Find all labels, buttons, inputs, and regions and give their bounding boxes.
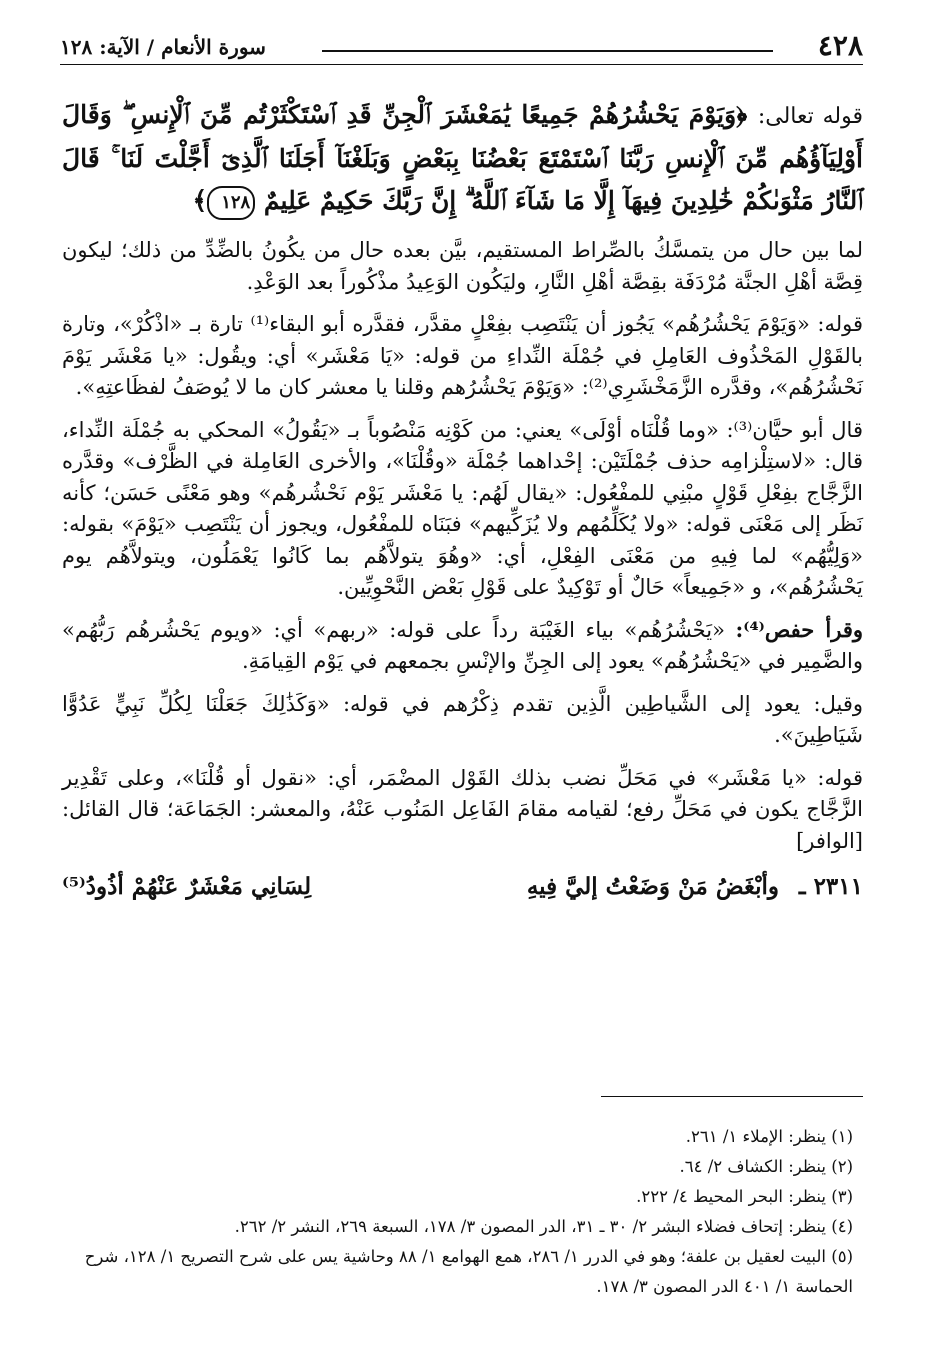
paragraph — [62, 688, 863, 752]
paragraph — [62, 234, 863, 298]
paragraph-lead: وقرأ حفص⁽⁴⁾: — [735, 616, 863, 642]
footnote: (١) ينظر: الإملاء ١/ ٢٦١. — [685, 1127, 853, 1146]
verse-text: ﴿وَيَوْمَ يَحْشُرُهُمْ جَمِيعًا يَٰمَعْشَرَ ٱلْجِنِّ قَدِ ٱسْتَكْثَرْتُم مِّنَ ٱلْإِنسِ ۖ وَقَالَ أَوْلِيَآؤُهُم مِّنَ ٱلْإِنسِ رَبَّنَا ٱسْتَمْتَعَ بَعْضُنَا بِبَعْضٍ وَبَلَغْنَآ أَجَلَنَا ٱلَّذِىٓ أَجَّلْتَ لَنَا ۚ قَالَ ٱلنَّارُ مَثْوَىٰكُمْ خَٰلِدِينَ فِيهَآ إِلَّا مَا شَآءَ ٱللَّهُ ۗ إِنَّ رَبَّكَ حَكِيمٌ عَلِيمٌ — [62, 100, 863, 215]
header-divider — [60, 64, 863, 65]
paragraph — [62, 414, 863, 604]
footnotes — [62, 1122, 853, 1302]
page-number: ٤٢٨ — [817, 29, 863, 62]
paragraph-text: لما بين حال من يتمسَّكُ بالصِّراط المستقيم، بيَّن بعده حال من يكُونُ بالضِّدِّ من ذلك؛ ليكون قِصَّة أهْلِ الجنَّة مُرْدَفَة بقِصَّة أهْلِ النَّارِ، وليَكُون الوَعِيدُ مذْكُوراً بعد الوَعْدِ. — [62, 238, 863, 294]
paragraph — [62, 762, 863, 858]
verse-close-bracket: ﴾ — [192, 186, 208, 215]
footnote-divider — [601, 1096, 863, 1097]
footnote: (٢) ينظر: الكشاف ٢/ ٦٤. — [679, 1157, 853, 1176]
footnote: (٤) ينظر: إتحاف فضلاء البشر ٢/ ٣٠ ـ ٣١، الدر المصون ٣/ ١٧٨، السبعة ٢٦٩، النشر ٢/ ٢٦٢. — [234, 1217, 853, 1236]
page-body — [62, 94, 863, 907]
page-header — [60, 30, 863, 64]
verse-intro: قوله تعالى: — [757, 104, 863, 129]
running-title: سورة الأنعام / الآية: ١٢٨ — [60, 35, 266, 59]
poem-number: ٢٣١١ ـ — [798, 873, 863, 900]
poem-second-hemistich: لِسَانِي مَعْشَرٌ عَنْهُمْ أذُودُ⁽⁵⁾ — [62, 873, 312, 900]
footnote: (٣) ينظر: البحر المحيط ٤/ ٢٢٢. — [636, 1187, 853, 1206]
quran-verse — [62, 94, 863, 222]
footnote: (٥) البيت لعقيل بن علفة؛ وهو في الدرر ١/ ٢٨٦، همع الهوامع ١/ ٨٨ وحاشية يس على شرح التصريح ١/ ١٢٨، شرح الحماسة ١/ ٤٠١ الدر المصون ٣/ ١٧٨. — [84, 1247, 853, 1296]
paragraph-text: «يَحْشُرُهُم» بياء الغَيْبَة رداً على قوله: «ربهم» أي: «ويوم يَحْشُرهُم رَبُّهُم» والضَّمِير في «يَحْشُرُهُم» يعود إلى الجِنِّ والإنْسِ بجمعهم في يَوْم القِيامَةِ. — [62, 617, 863, 673]
poem-verse — [62, 867, 863, 907]
paragraph — [62, 308, 863, 404]
header-rule — [322, 50, 773, 52]
paragraph-text: وقيل: يعود إلى الشَّياطِين الَّذِين تقدم ذِكْرُهم في قوله: «وَكَذَٰلِكَ جَعَلْنَا لِكُلِّ نَبِيٍّ عَدُوًّا شَيَاطِينَ». — [62, 691, 863, 747]
paragraph-text: قوله: «وَيَوْمَ يَحْشُرُهُم» يَجُوز أن يَنْتَصِب بفِعْلٍ مقدَّر، فقدَّره أبو البقاء⁽¹⁾ تارة بـ «اذْكُرْ»، وتارة بالقَوْلِ المَحْذُوف العَامِلِ في جُمْلَة النِّداءِ من قوله: «يَا مَعْشَر» أي: ويقُول: «يا مَعْشَر يَوْمَ نَحْشُرُهُم»، وقدَّره الزَّمَخْشَرِي⁽²⁾: «وَيَوْمَ يَحْشُرُهم وقلنا يا معشر كان ما لا يُوصَفُ لفظَاعتِهِ». — [62, 312, 864, 399]
paragraph-text: قال أبو حيَّان⁽³⁾: «وما قُلْنَاه أوْلَى» يعني: من كَوْنِه مَنْصُوباً بـ «يَقُولُ» المحكي به جُمْلَة النِّداء، قال: «لاستِلْزامِه حذف جُمْلَتَيْن: إحْداهما جُمْلَة «وقُلْنَا»، والأخرى العَامِلة في الظَّرْف» وقدَّره الزَّجَّاج بفِعْلِ قَوْلٍ مبْنِي للمفْعُول: «يقال لَهُم: يا مَعْشَر يَوْم نَحْشُرهُم» وهو مَعْنًى حَسَن؛ كأنه نَظَر إلى مَعْنَى قوله: «ولا يُكَلِّمُهم ولا يُزَكِّيهم» فبَنَاه للمفْعُول، ويجوز أن يَنْتَصِب «يَوْمَ» بقوله: «وَلِيُّهُم» لما فِيهِ من مَعْنَى الفِعْلِ، أي: «وهُوَ يتولاَّهُم بما كَانُوا يَعْمَلُون، ويتولاَّهُم يوم يَحْشُرُهُم»، و «جَمِيعاً» حَالٌ أو تَوْكِيدٌ على قَوْلِ بَعْض النَّحْوِيِّين. — [62, 417, 863, 599]
paragraph — [62, 614, 863, 678]
ayah-number-marker: ١٢٨ — [207, 186, 255, 220]
poem-first-hemistich: وأبْغَضُ مَنْ وَضَعْتُ إليَّ فِيهِ — [526, 873, 779, 900]
paragraph-text: قوله: «يا مَعْشَر» في مَحَلِّ نضب بذلك القَوْل المضْمَر، أي: «نقول أو قُلْنَا»، وعلى تَقْدِير الزَّجَّاج يكون في مَحَلِّ رفع؛ لقيامه مقامَ الفَاعِل المَنُوب عَنْهُ، والمعشر: الجَمَاعَة؛ قال القائل: [الوافر] — [62, 765, 863, 853]
